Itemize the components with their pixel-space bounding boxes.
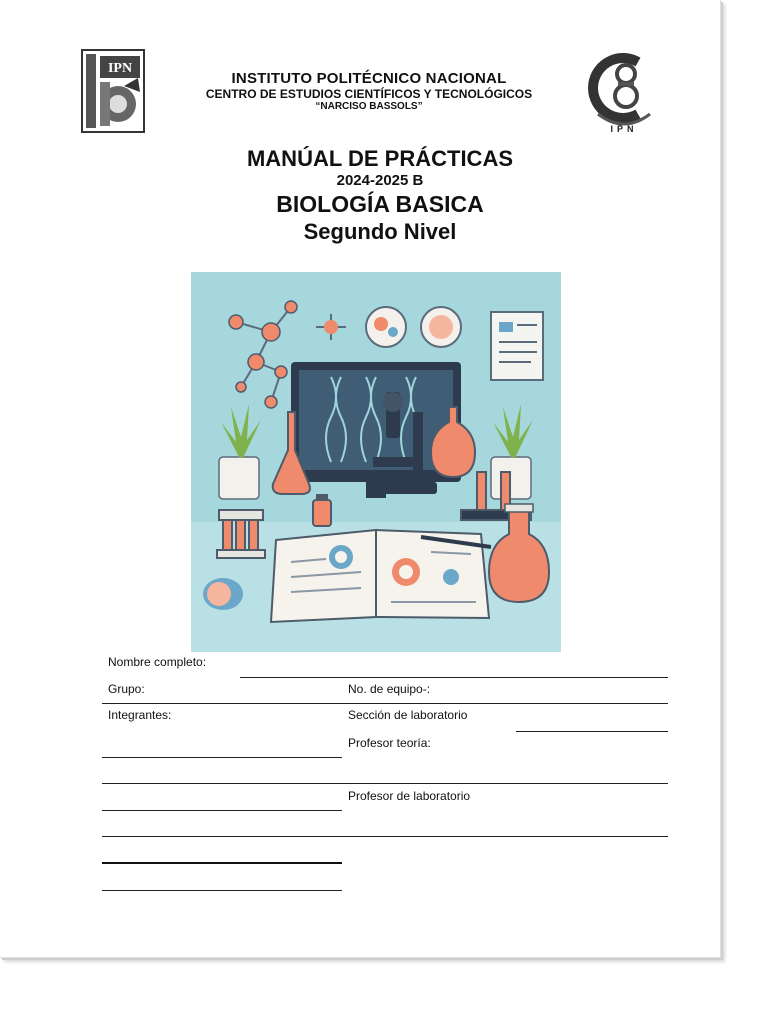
title-line-1: MANÚAL DE PRÁCTICAS — [246, 146, 514, 171]
lab-section-label: Sección de laboratorio — [348, 708, 468, 722]
member-line-3[interactable] — [102, 810, 342, 811]
ipn-logo-left — [80, 48, 146, 134]
member-line-2[interactable] — [102, 783, 668, 784]
title-line-3: BIOLOGÍA BASICA — [276, 191, 484, 217]
school-name: “NARCISO BASSOLS” — [315, 101, 423, 112]
svg-text:IPN: IPN — [610, 124, 638, 134]
full-name-label: Nombre completo: — [108, 655, 207, 669]
center-name: CENTRO DE ESTUDIOS CIENTÍFICOS Y TECNOLÓGICOS — [205, 87, 533, 101]
full-name-line[interactable] — [240, 677, 668, 678]
member-line-5[interactable] — [102, 862, 342, 864]
title-line-2: 2024-2025 B — [336, 172, 424, 189]
member-line-6[interactable] — [102, 890, 342, 891]
member-line-4[interactable] — [102, 836, 668, 837]
theory-teacher-label: Profesor teoría: — [348, 736, 431, 750]
manual-title — [180, 145, 580, 246]
biology-lab-illustration — [191, 272, 561, 652]
title-line-4: Segundo Nivel — [303, 219, 457, 244]
lab-section-line[interactable] — [516, 731, 668, 732]
lab-teacher-label: Profesor de laboratorio — [348, 789, 471, 803]
svg-text:IPN: IPN — [107, 61, 133, 76]
institution-header — [150, 70, 588, 113]
group-label: Grupo: — [108, 682, 145, 696]
cecyt-logo-right — [588, 52, 660, 134]
team-number-label: No. de equipo-: — [348, 682, 431, 696]
members-label: Integrantes: — [108, 708, 172, 722]
member-line-1[interactable] — [102, 757, 342, 758]
group-team-line[interactable] — [102, 703, 668, 704]
institution-name: INSTITUTO POLITÉCNICO NACIONAL — [231, 70, 507, 87]
